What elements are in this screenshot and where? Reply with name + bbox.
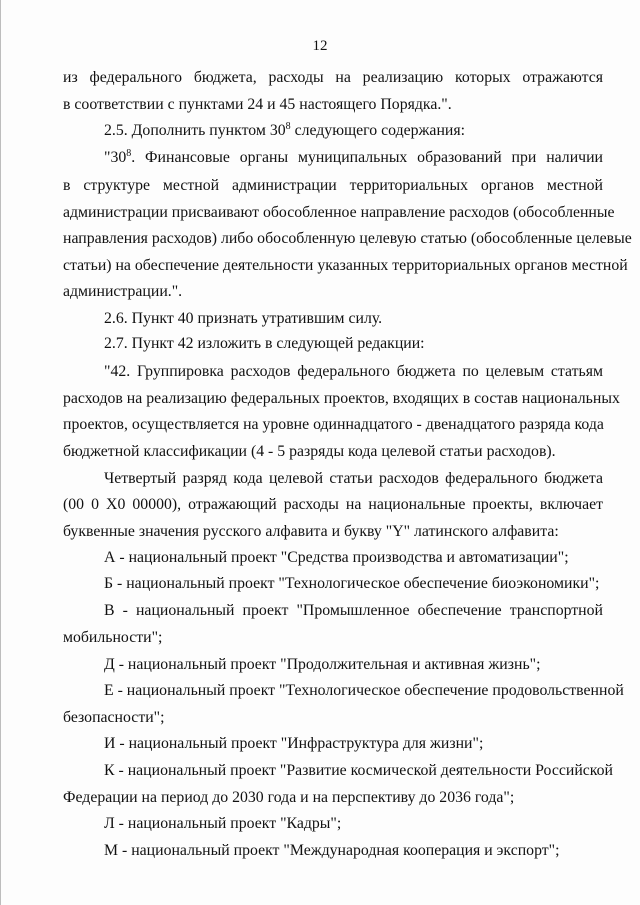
text-line: Е - национальный проект "Технологическое обеспечение продовольственной (104, 682, 624, 699)
text-line: администрации присваивают обособленное направление расходов (обособленные (63, 204, 615, 221)
text-line: в соответствии с пунктами 24 и 45 настоящего Порядка.". (63, 96, 452, 113)
text-line: 2.7. Пункт 42 изложить в следующей редакции: (104, 335, 425, 352)
text-line: статьи) на обеспечение деятельности указанных территориальных органов местной (63, 257, 628, 274)
text-line: в структуре местной администрации территориальных органов местной (63, 177, 603, 194)
superscript: 8 (285, 121, 291, 132)
text-line: расходов на реализацию федеральных проектов, входящих в состав национальных (63, 390, 620, 407)
page-number: 12 (312, 38, 328, 54)
text-line: В - национальный проект "Промышленное обеспечение транспортной (104, 602, 603, 619)
text-line: безопасности"; (63, 709, 165, 726)
text-line: К - национальный проект "Развитие космической деятельности Российской (104, 762, 614, 779)
text-line: Б - национальный проект "Технологическое обеспечение биоэкономики"; (104, 575, 600, 592)
text-line: Федерации на период до 2030 года и на перспективу до 2036 года"; (63, 789, 515, 806)
text-line: 2.5. Дополнить пунктом $30^8$ следующего содержания: (104, 121, 466, 139)
text-line: мобильности"; (63, 629, 163, 646)
text-line: Четвертый разряд кода целевой статьи расходов федерального бюджета (104, 470, 603, 487)
text-line: бюджетной классификации (4 - 5 разряды кода целевой статьи расходов). (63, 443, 556, 460)
text-line: администрации.". (63, 283, 183, 300)
text-line: направления расходов) либо обособленную целевую статью (обособленные целевые (63, 230, 632, 247)
text-line: А - национальный проект "Средства производства и автоматизации"; (104, 549, 569, 566)
text-line: И - национальный проект "Инфраструктура для жизни"; (104, 735, 484, 752)
text-line: проектов, осуществляется на уровне одиннадцатого - двенадцатого разряда кода (63, 416, 604, 433)
superscript: 8 (126, 148, 132, 159)
text-line: Д - национальный проект "Продолжительная и активная жизнь"; (104, 656, 541, 673)
text-line: из федерального бюджета, расходы на реализацию которых отражаются (63, 69, 603, 86)
text-line: Л - национальный проект "Кадры"; (104, 815, 342, 832)
text-line: 2.6. Пункт 40 признать утратившим силу. (104, 310, 383, 327)
text-line: буквенные значения русского алфавита и букву "Y" латинского алфавита: (63, 523, 559, 540)
text-line: М - национальный проект "Международная кооперация и экспорт"; (104, 842, 560, 859)
text-line: "$30^8$. Финансовые органы муниципальных образований при наличии (104, 148, 603, 166)
text-line: (00 0 X0 00000), отражающий расходы на национальные проекты, включает (63, 496, 603, 513)
text-line: "42. Группировка расходов федерального бюджета по целевым статьям (104, 363, 603, 380)
